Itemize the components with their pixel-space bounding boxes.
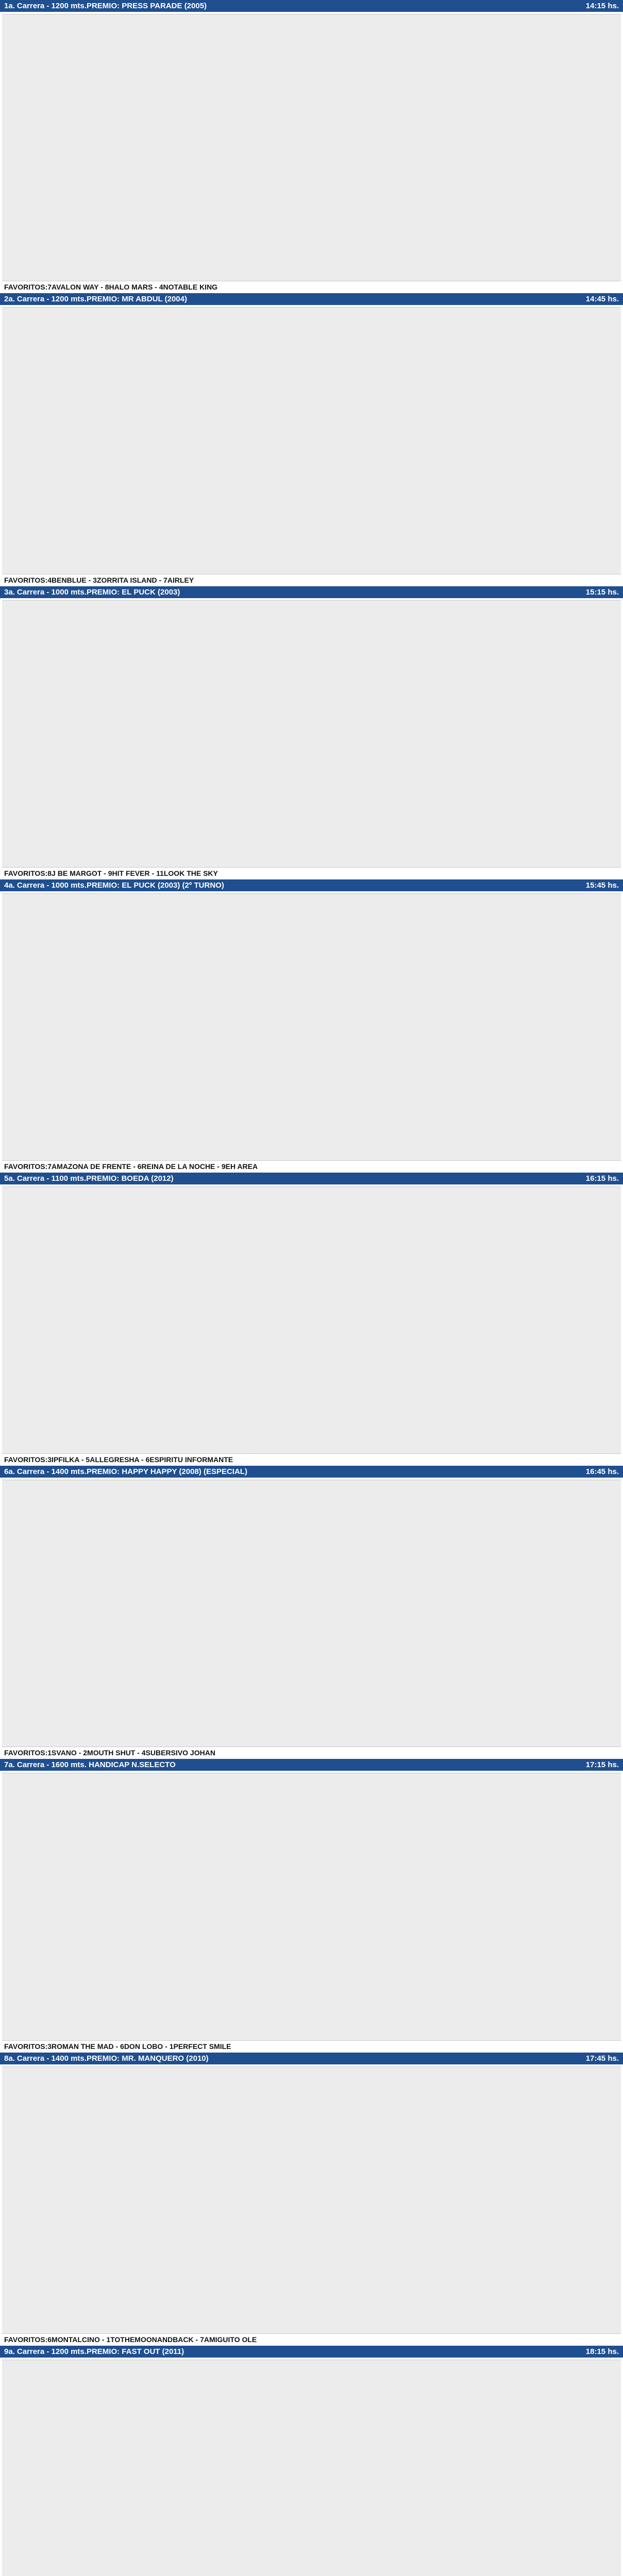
race-card [0, 2346, 623, 2576]
race-header [0, 879, 623, 891]
entries-table [2, 2360, 621, 2576]
race-body [0, 1478, 623, 1759]
race-header [0, 1759, 623, 1771]
favorites-line: FAVORITOS:8J BE MARGOT - 9HIT FEVER - 11LOOK THE SKY [4, 869, 218, 878]
race-body [0, 12, 623, 293]
race-title: Carrera - 1600 mts. HANDICAP N.SELECTO [16, 1760, 176, 1770]
race-body [0, 1184, 623, 1466]
entries-table [2, 14, 621, 281]
race-number: 6a. [4, 1467, 15, 1477]
race-number: 1a. [4, 2, 15, 10]
favorites-line: FAVORITOS:6MONTALCINO - 1TOTHEMOONANDBACK - 7AMIGUITO OLE [4, 2335, 257, 2344]
race-time: 16:45 hs. [585, 1467, 619, 1477]
race-card [0, 0, 623, 293]
entries-table [2, 1187, 621, 1454]
race-title: Carrera - 1400 mts.PREMIO: MR. MANQUERO (2010) [16, 2054, 209, 2063]
race-time: 15:45 hs. [585, 881, 619, 890]
race-time: 15:15 hs. [585, 588, 619, 597]
race-body [0, 305, 623, 586]
race-header [0, 2346, 623, 2358]
race-time: 14:15 hs. [585, 2, 619, 10]
race-header [0, 586, 623, 598]
race-card [0, 1173, 623, 1466]
race-body [0, 891, 623, 1173]
favorites-line: FAVORITOS:1SVANO - 2MOUTH SHUT - 4SUBERSIVO JOHAN [4, 1749, 215, 1757]
favorites-line: FAVORITOS:7AMAZONA DE FRENTE - 6REINA DE LA NOCHE - 9EH AREA [4, 1162, 258, 1171]
race-number: 2a. [4, 295, 15, 304]
race-title: Carrera - 1200 mts.PREMIO: PRESS PARADE (2005) [16, 2, 207, 10]
entries-table [2, 2066, 621, 2334]
race-card [0, 2053, 623, 2346]
favorites-line: FAVORITOS:3ROMAN THE MAD - 6DON LOBO - 1PERFECT SMILE [4, 2042, 231, 2050]
race-card [0, 586, 623, 879]
race-card [0, 879, 623, 1173]
race-time: 16:15 hs. [585, 1174, 619, 1183]
race-time: 17:15 hs. [585, 1760, 619, 1770]
race-number: 4a. [4, 881, 15, 890]
entries-table [2, 1773, 621, 2040]
race-number: 9a. [4, 2347, 15, 2356]
race-body [0, 598, 623, 879]
race-card [0, 1466, 623, 1759]
race-body [0, 2358, 623, 2576]
favorites-line: FAVORITOS:7AVALON WAY - 8HALO MARS - 4NOTABLE KING [4, 283, 218, 292]
race-title: Carrera - 1100 mts.PREMIO: BOEDA (2012) [16, 1174, 174, 1183]
race-title: Carrera - 1000 mts.PREMIO: EL PUCK (2003) [16, 588, 180, 597]
race-time: 14:45 hs. [585, 295, 619, 304]
favorites-line: FAVORITOS:3IPFILKA - 5ALLEGRESHA - 6ESPIRITU INFORMANTE [4, 1455, 233, 1464]
race-number: 3a. [4, 588, 15, 597]
race-card [0, 293, 623, 586]
race-title: Carrera - 1400 mts.PREMIO: HAPPY HAPPY (2008) (ESPECIAL) [16, 1467, 247, 1477]
entries-table [2, 307, 621, 574]
race-time: 17:45 hs. [585, 2054, 619, 2063]
entries-table [2, 893, 621, 1161]
race-card [0, 1759, 623, 2052]
race-header [0, 2053, 623, 2064]
race-title: Carrera - 1200 mts.PREMIO: FAST OUT (2011) [16, 2347, 184, 2356]
race-number: 8a. [4, 2054, 15, 2063]
entries-table [2, 600, 621, 868]
race-header [0, 1173, 623, 1184]
race-header [0, 0, 623, 12]
race-number: 5a. [4, 1174, 15, 1183]
favorites-line: FAVORITOS:4BENBLUE - 3ZORRITA ISLAND - 7AIRLEY [4, 576, 194, 585]
race-title: Carrera - 1000 mts.PREMIO: EL PUCK (2003) (2º TURNO) [16, 881, 224, 890]
race-body [0, 1771, 623, 2052]
race-body [0, 2064, 623, 2346]
race-header [0, 1466, 623, 1478]
race-header [0, 293, 623, 305]
entries-table [2, 1480, 621, 1747]
race-title: Carrera - 1200 mts.PREMIO: MR ABDUL (2004) [16, 295, 187, 304]
race-time: 18:15 hs. [585, 2347, 619, 2356]
race-number: 7a. [4, 1760, 15, 1770]
